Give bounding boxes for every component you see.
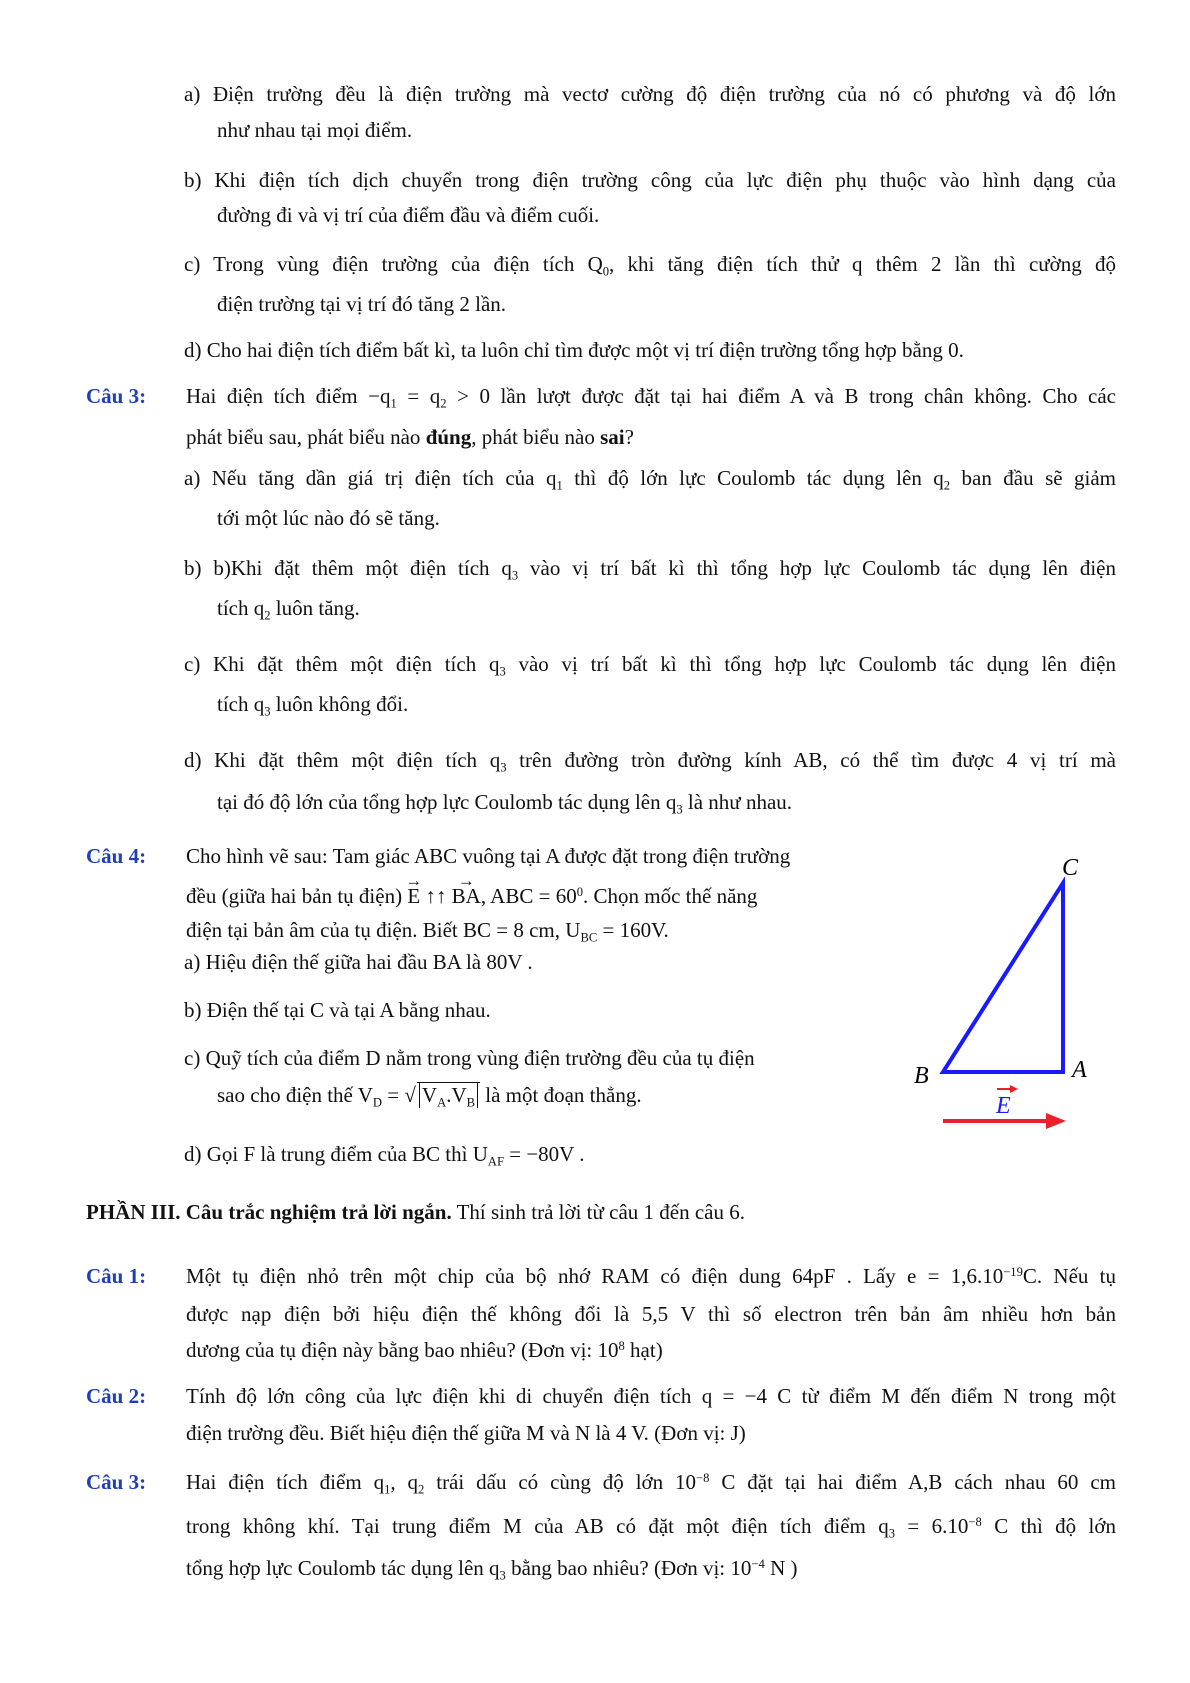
label-C: C bbox=[1062, 855, 1079, 881]
cau4-c-line1: c) Quỹ tích của điểm D nằm trong vùng điện trường đều của tụ điện bbox=[184, 1046, 755, 1070]
p3-q1-line1: Một tụ điện nhỏ trên một chip của bộ nhớ RAM có điện dung 64pF . Lấy $e = 1,6.10^{-19}C$. Nếu tụ bbox=[186, 1264, 1117, 1288]
item-d-line1: d) Cho hai điện tích điểm bất kì, ta luôn chỉ tìm được một vị trí điện trường tổng hợp bằng 0. bbox=[184, 338, 964, 362]
cau3-a-line1: a) Nếu tăng dần giá trị điện tích của $q_1$ thì độ lớn lực Coulomb tác dụng lên $q_2$ ban đầu sẽ giảm bbox=[184, 466, 1117, 493]
item-c-line1: c) Trong vùng điện trường của điện tích $Q_0$, khi tăng điện tích thử q thêm 2 lần thì cường độ bbox=[184, 252, 1116, 279]
item-a-line2: như nhau tại mọi điểm. bbox=[217, 118, 413, 142]
cau3-d-line2: tại đó độ lớn của tổng hợp lực Coulomb tác dụng lên $q_3$ là như nhau. bbox=[217, 790, 793, 817]
triangle-figure bbox=[900, 845, 1100, 1135]
p3-q3-line3: tổng hợp lực Coulomb tác dụng lên $q_3$ bằng bao nhiêu? (Đơn vị: $10^{-4}$ N ) bbox=[186, 1556, 798, 1583]
item-a-line1: a) Điện trường đều là điện trường mà vectơ cường độ điện trường của nó có phương và độ lớn bbox=[184, 82, 1116, 106]
vector-BA: → BA bbox=[452, 884, 481, 909]
field-arrowhead bbox=[1046, 1113, 1066, 1129]
cau4-label: Câu 4: bbox=[86, 844, 147, 868]
p3-q1-line2: được nạp điện bởi hiệu điện thế không đổi là 5,5 V thì số electron trên bản âm nhiều hơn bản bbox=[186, 1302, 1116, 1326]
vector-E: → E bbox=[407, 884, 420, 909]
item-b-line2: đường đi và vị trí của điểm đầu và điểm cuối. bbox=[217, 203, 600, 227]
p3-q1-line3: dương của tụ điện này bằng bao nhiêu? (Đơn vị: $10^8$ hạt) bbox=[186, 1338, 663, 1362]
cau4-c-line2: sao cho điện thế $V_D$ = √ $V_A.V_B$ là một đoạn thẳng. bbox=[217, 1083, 642, 1110]
item-b-line1: b) Khi điện tích dịch chuyển trong điện trường công của lực điện phụ thuộc vào hình dạng của bbox=[184, 168, 1116, 192]
cau3-c-line2: tích $q_3$ luôn không đổi. bbox=[217, 692, 409, 719]
cau4-line1: Cho hình vẽ sau: Tam giác ABC vuông tại A được đặt trong điện trường bbox=[186, 844, 791, 868]
p3-q2-label: Câu 2: bbox=[86, 1384, 147, 1408]
triangle-abc bbox=[943, 883, 1063, 1072]
label-A: A bbox=[1072, 1057, 1087, 1083]
cau3-b-line1: b) b)Khi đặt thêm một điện tích $q_3$ vào vị trí bất kì thì tổng hợp lực Coulomb tác dụng lên điện bbox=[184, 556, 1116, 583]
cau3-d-line1: d) Khi đặt thêm một điện tích $q_3$ trên đường tròn đường kính AB, có thể tìm được 4 vị trí mà bbox=[184, 748, 1116, 775]
item-c-line2: điện trường tại vị trí đó tăng 2 lần. bbox=[217, 292, 507, 316]
p3-q3-line1: Hai điện tích điểm $q_1$, $q_2$ trái dấu có cùng độ lớn $10^{-8}$ C đặt tại hai điểm A,B cách nhau 60 cm bbox=[186, 1470, 1116, 1497]
p3-q3-line2: trong không khí. Tại trung điểm M của AB có đặt một điện tích điểm $q_3 = 6.10^{-8}$ C thì độ lớn bbox=[186, 1514, 1116, 1541]
cau4-line2: đều (giữa hai bản tụ điện) → E ↑↑ → BA, ABC = $60^0$. Chọn mốc thế năng bbox=[186, 884, 757, 909]
p3-q3-label: Câu 3: bbox=[86, 1470, 147, 1494]
cau4-a: a) Hiệu điện thế giữa hai đầu BA là 80V . bbox=[184, 950, 533, 974]
cau4-d: d) Gọi F là trung điểm của BC thì $U_{AF} = -80V$ . bbox=[184, 1142, 585, 1169]
cau4-b: b) Điện thế tại C và tại A bằng nhau. bbox=[184, 998, 491, 1022]
sqrt-symbol: √ bbox=[404, 1083, 416, 1107]
cau4-line3: điện tại bản âm của tụ điện. Biết BC = 8 cm, $U_{BC} = 160V$. bbox=[186, 918, 669, 945]
p3-q2-line1: Tính độ lớn công của lực điện khi di chuyển điện tích q = −4 C từ điểm M đến điểm N trong một bbox=[186, 1384, 1116, 1408]
E-vector-mark-head bbox=[1010, 1085, 1018, 1093]
cau3-c-line1: c) Khi đặt thêm một điện tích $q_3$ vào vị trí bất kì thì tổng hợp lực Coulomb tác dụng lên điện bbox=[184, 652, 1116, 679]
cau3-line1: Hai điện tích điểm $-q_1 = q_2 > 0$ lần lượt được đặt tại hai điểm A và B trong chân không. Cho các bbox=[186, 384, 1116, 411]
cau3-b-line2: tích $q_2$ luôn tăng. bbox=[217, 596, 360, 623]
label-E: E bbox=[996, 1093, 1011, 1119]
cau3-line2: phát biểu sau, phát biểu nào đúng, phát biểu nào sai? bbox=[186, 425, 634, 449]
label-B: B bbox=[914, 1063, 929, 1089]
cau3-a-line2: tới một lúc nào đó sẽ tăng. bbox=[217, 506, 440, 530]
p3-q2-line2: điện trường đều. Biết hiệu điện thế giữa M và N là 4 V. (Đơn vị: J) bbox=[186, 1421, 746, 1445]
part3-heading: PHẦN III. Câu trắc nghiệm trả lời ngắn. Thí sinh trả lời từ câu 1 đến câu 6. bbox=[86, 1200, 746, 1224]
cau3-label: Câu 3: bbox=[86, 384, 147, 408]
p3-q1-label: Câu 1: bbox=[86, 1264, 147, 1288]
